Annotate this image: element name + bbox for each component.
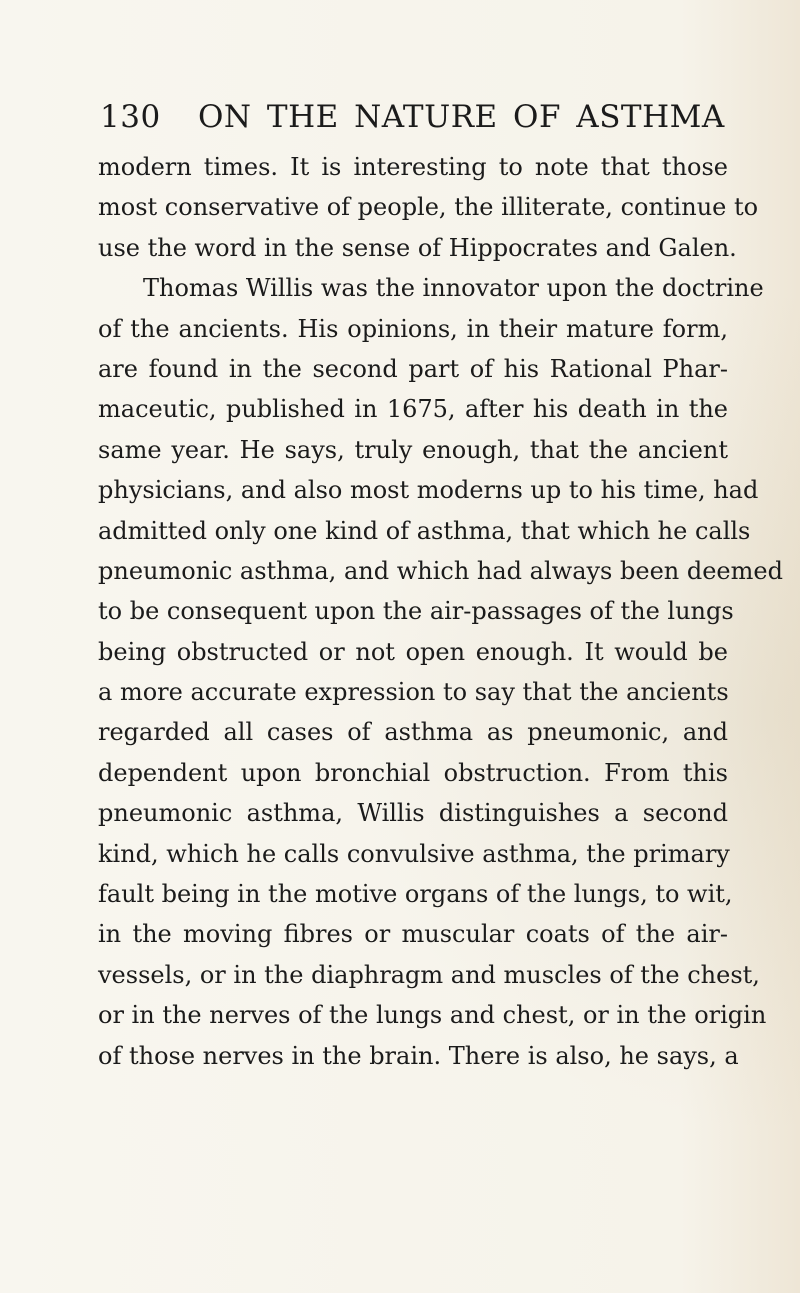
text-line: or in the nerves of the lungs and chest, or in the origin: [98, 1001, 767, 1030]
text-line: of those nerves in the brain. There is also, he says, a: [98, 1041, 739, 1070]
text-line: physicians, and also most moderns up to his time, had: [98, 476, 759, 505]
text-line: admitted only one kind of asthma, that which he calls: [98, 516, 751, 545]
text-line: pneumonic asthma, Willis distinguishes a second: [98, 799, 728, 828]
text-line: are found in the second part of his Rational Phar-: [98, 354, 728, 383]
running-head: [100, 97, 740, 137]
text-line: fault being in the motive organs of the lungs, to wit,: [98, 880, 733, 909]
text-line: most conservative of people, the illiterate, continue to: [98, 193, 759, 222]
text-line: use the word in the sense of Hippocrates and Galen.: [98, 233, 737, 262]
text-line: Thomas Willis was the innovator upon the doctrine: [143, 274, 764, 303]
text-line: to be consequent upon the air-passages of the lungs: [98, 597, 734, 626]
running-title: ON THE NATURE OF ASTHMA: [198, 99, 725, 135]
text-line: of the ancients. His opinions, in their mature form,: [98, 314, 728, 343]
text-line: modern times. It is interesting to note that those: [98, 153, 728, 181]
text-line: in the moving fibres or muscular coats of the air-: [98, 920, 728, 949]
text-line: a more accurate expression to say that the ancients: [98, 678, 729, 707]
body-text: [98, 147, 783, 1076]
text-line: dependent upon bronchial obstruction. From this: [98, 758, 728, 787]
text-line: same year. He says, truly enough, that the ancient: [98, 435, 728, 464]
text-line: pneumonic asthma, and which had always been deemed: [98, 556, 783, 585]
text-line: maceutic, published in 1675, after his death in the: [98, 395, 728, 424]
text-line: vessels, or in the diaphragm and muscles of the chest,: [98, 960, 760, 989]
text-line: being obstructed or not open enough. It would be: [98, 637, 728, 666]
page-number: 130: [100, 99, 161, 135]
text-line: kind, which he calls convulsive asthma, the primary: [98, 839, 730, 868]
text-line: regarded all cases of asthma as pneumonic, and: [98, 718, 728, 747]
